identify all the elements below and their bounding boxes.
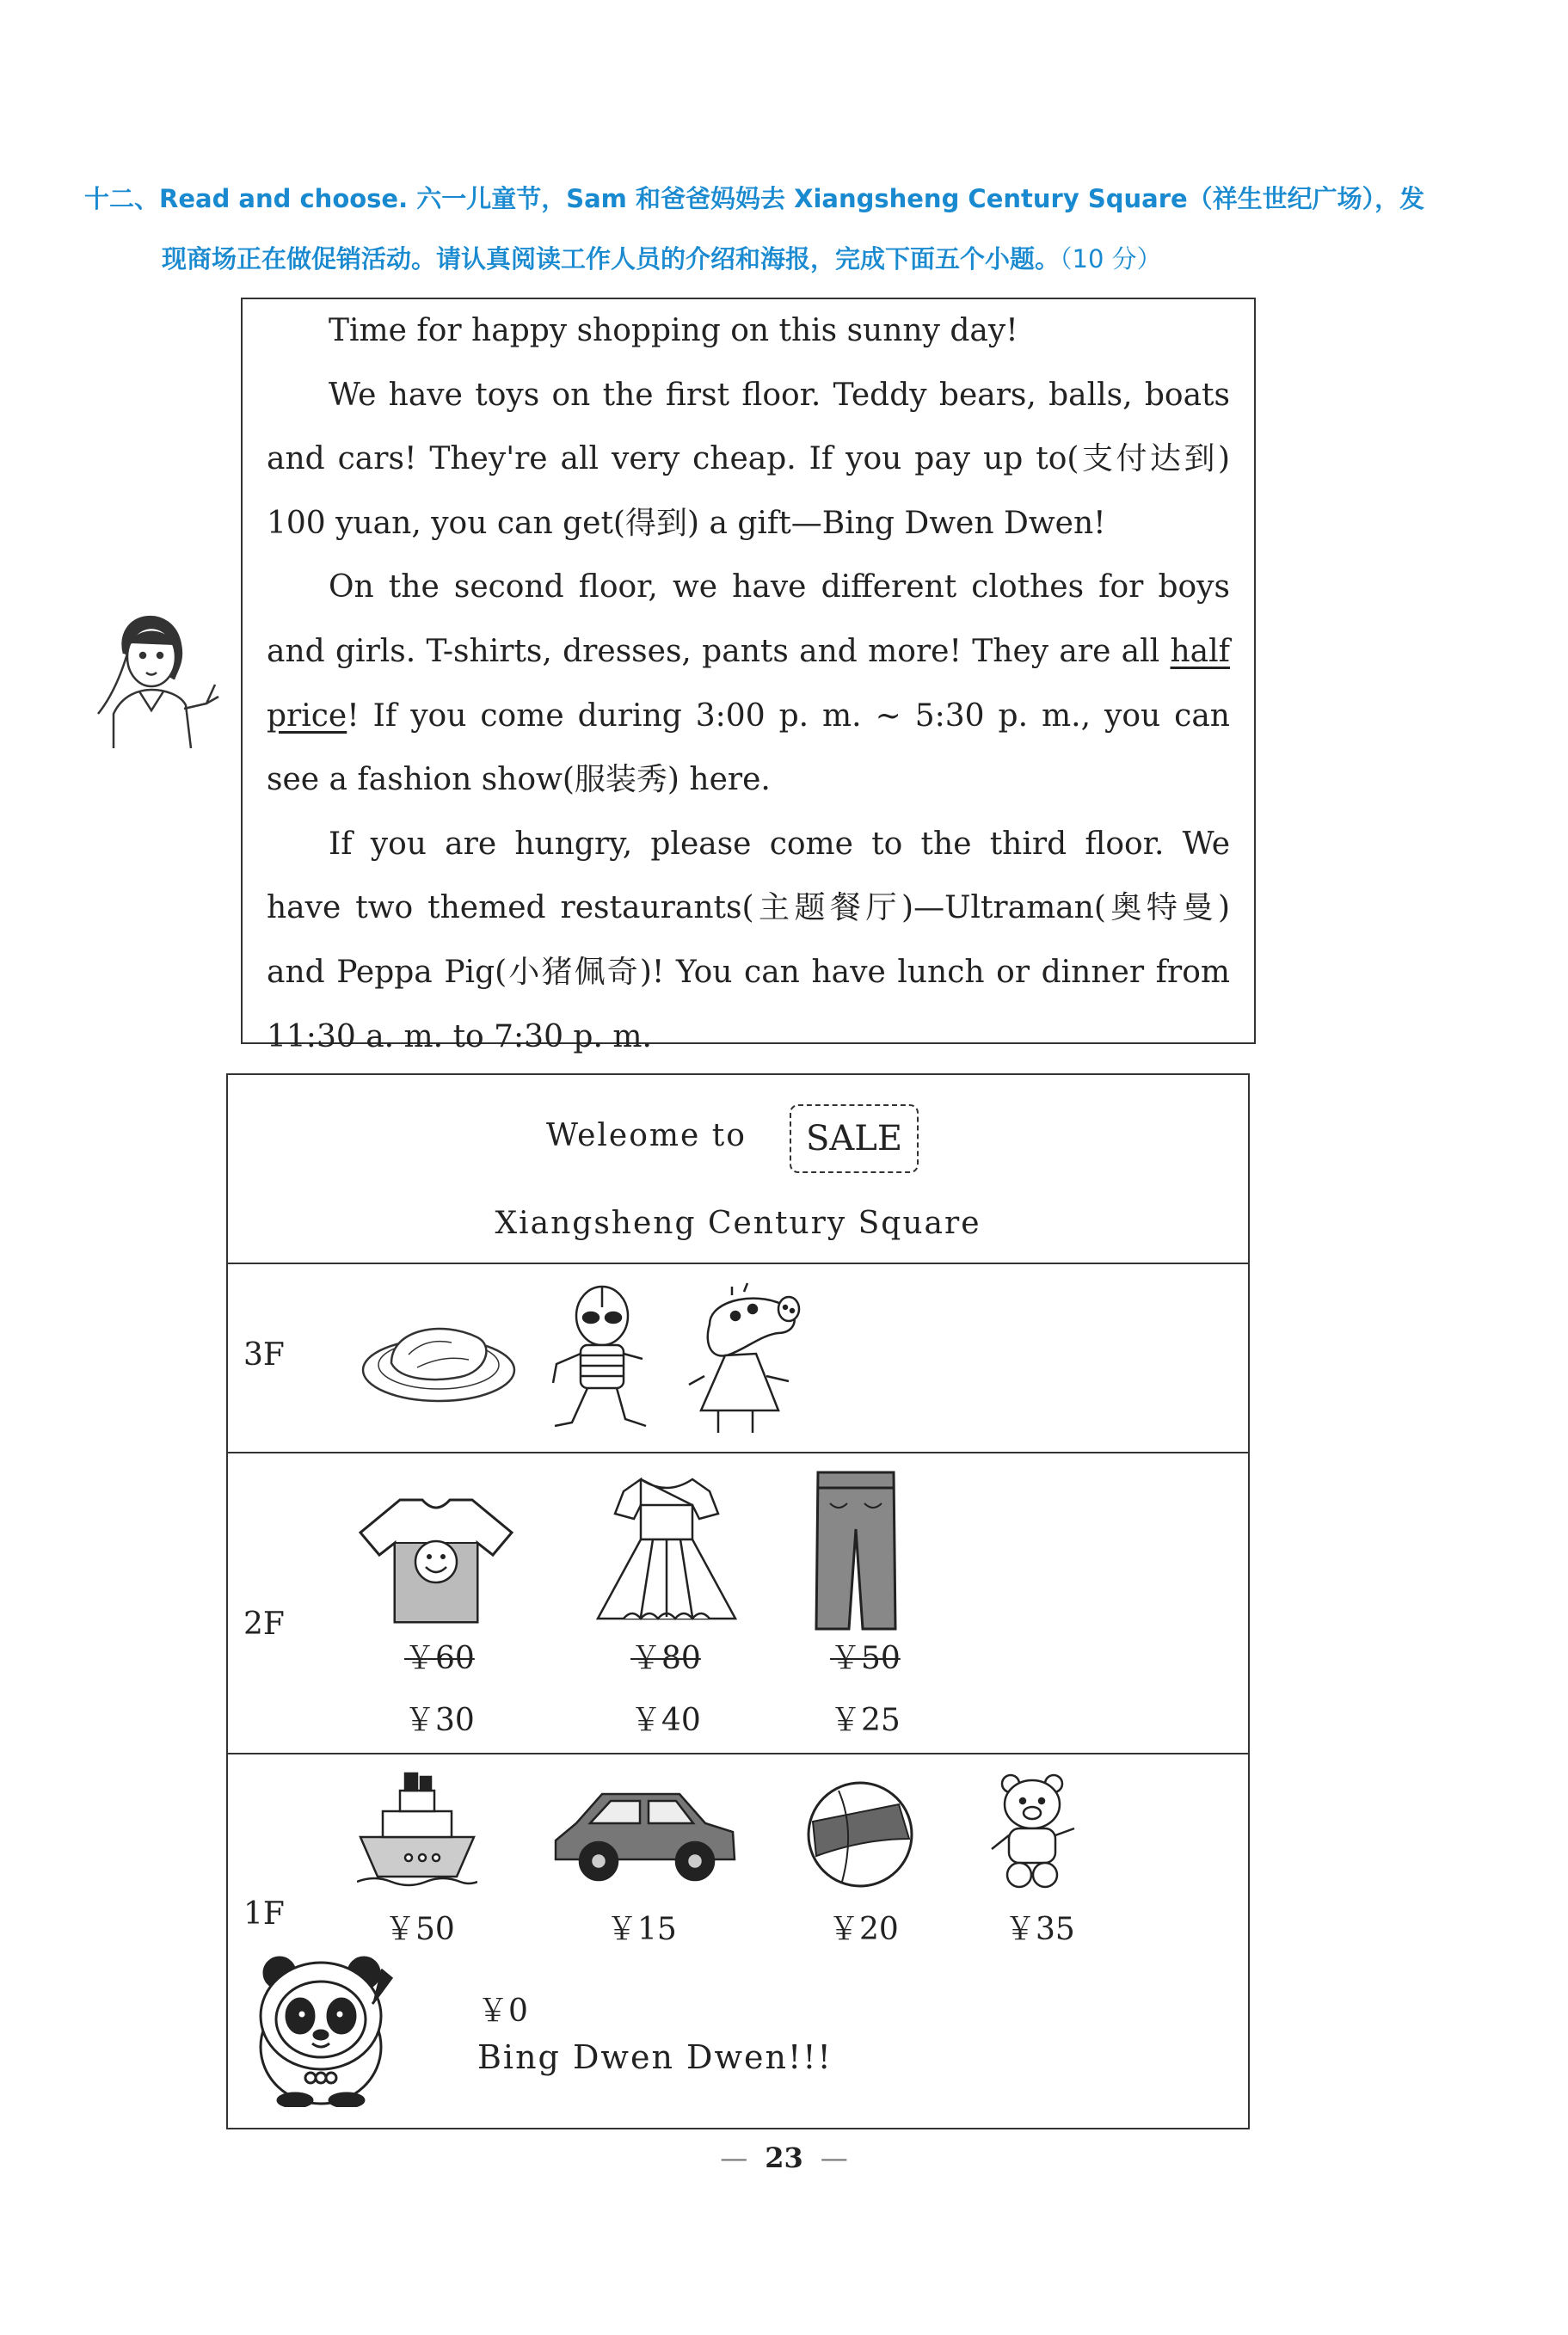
boat-icon	[357, 1768, 477, 1889]
gift-name: Bing Dwen Dwen!!!	[477, 2038, 833, 2076]
dress-old-price	[630, 1634, 701, 1678]
tshirt-old-price-text: ￥60	[404, 1641, 475, 1676]
roast-chicken-icon	[357, 1303, 520, 1406]
instruction-line-1: 十二、Read and choose. 六一儿童节，Sam 和爸爸妈妈去 Xiangsheng Century Square（祥生世纪广场），发	[84, 184, 1425, 213]
sale-poster	[226, 1073, 1250, 2129]
dress-sale-price: ￥40	[630, 1703, 701, 1738]
paragraph-4: If you are hungry, please come to the third floor. We have two themed restaurants(主题餐厅)—Ultraman(奥特曼) and Peppa Pig(小猪佩奇)! You can have lunch or dinner from 11:30 a. m. to 7:30 p. m.	[267, 826, 1230, 1054]
floor-3-label: 3F	[243, 1337, 285, 1373]
paragraph-2: We have toys on the first floor. Teddy bears, balls, boats and cars! They're all very cheap. If you pay up to(支付达到) 100 yuan, you can get(得到) a gift—Bing Dwen Dwen!	[267, 377, 1230, 541]
paragraph-3-part-b: ! If you come during 3:00 p. m. ~ 5:30 p. m., you can see a fashion show(服装秀) here.	[267, 697, 1230, 798]
floor-2-label: 2F	[243, 1607, 285, 1642]
question-instructions	[84, 169, 1495, 289]
footer-dash-right: —	[820, 2141, 848, 2174]
ball-icon	[804, 1779, 916, 1890]
poster-header	[228, 1075, 1248, 1264]
half-price-underlined: half price	[267, 633, 1230, 734]
teddy-bear-icon	[985, 1772, 1079, 1892]
gift-price: ￥0	[477, 1994, 528, 2029]
teddy-bear-price: ￥35	[1005, 1912, 1075, 1947]
pants-old-price	[830, 1634, 901, 1678]
page-number: 23	[765, 2141, 803, 2174]
ball-price: ￥20	[828, 1912, 899, 1947]
sale-badge: SALE	[790, 1104, 919, 1173]
pants-sale-price: ￥25	[830, 1703, 901, 1738]
instruction-line-2	[84, 229, 1495, 289]
welcome-text: Weleome to	[546, 1118, 747, 1153]
floor-1-label: 1F	[243, 1896, 285, 1932]
bing-dwen-dwen-icon	[243, 1952, 398, 2107]
dress-icon	[589, 1471, 744, 1625]
tshirt-old-price	[404, 1634, 475, 1678]
floor-3-row	[228, 1264, 1248, 1453]
paragraph-1: Time for happy shopping on this sunny day!	[329, 313, 1018, 348]
reading-passage	[241, 298, 1256, 1054]
t-shirt-icon	[357, 1495, 515, 1624]
dress-old-price-text: ￥80	[630, 1641, 701, 1676]
staff-woman-icon	[79, 593, 234, 748]
page-footer	[0, 2141, 1568, 2174]
car-icon	[550, 1780, 740, 1883]
boat-price: ￥50	[384, 1912, 455, 1947]
floor-2-row	[228, 1453, 1248, 1754]
peppa-pig-icon	[684, 1281, 804, 1436]
paragraph-3	[267, 556, 1230, 812]
pants-icon	[813, 1469, 899, 1632]
car-price: ￥15	[606, 1912, 677, 1947]
score-label: （10 分）	[1060, 244, 1162, 273]
ultraman-icon	[546, 1281, 658, 1436]
tshirt-sale-price: ￥30	[404, 1703, 475, 1738]
square-name: Xiangsheng Century Square	[495, 1206, 981, 1241]
pants-old-price-text: ￥50	[830, 1641, 901, 1676]
instruction-line-2-text: 现商场正在做促销活动。请认真阅读工作人员的介绍和海报，完成下面五个小题。	[162, 244, 1061, 273]
paragraph-3-part-a: On the second floor, we have different clothes for boys and girls. T-shirts, dresses, pants and more! They are all	[267, 569, 1230, 669]
footer-dash-left: —	[720, 2141, 748, 2174]
